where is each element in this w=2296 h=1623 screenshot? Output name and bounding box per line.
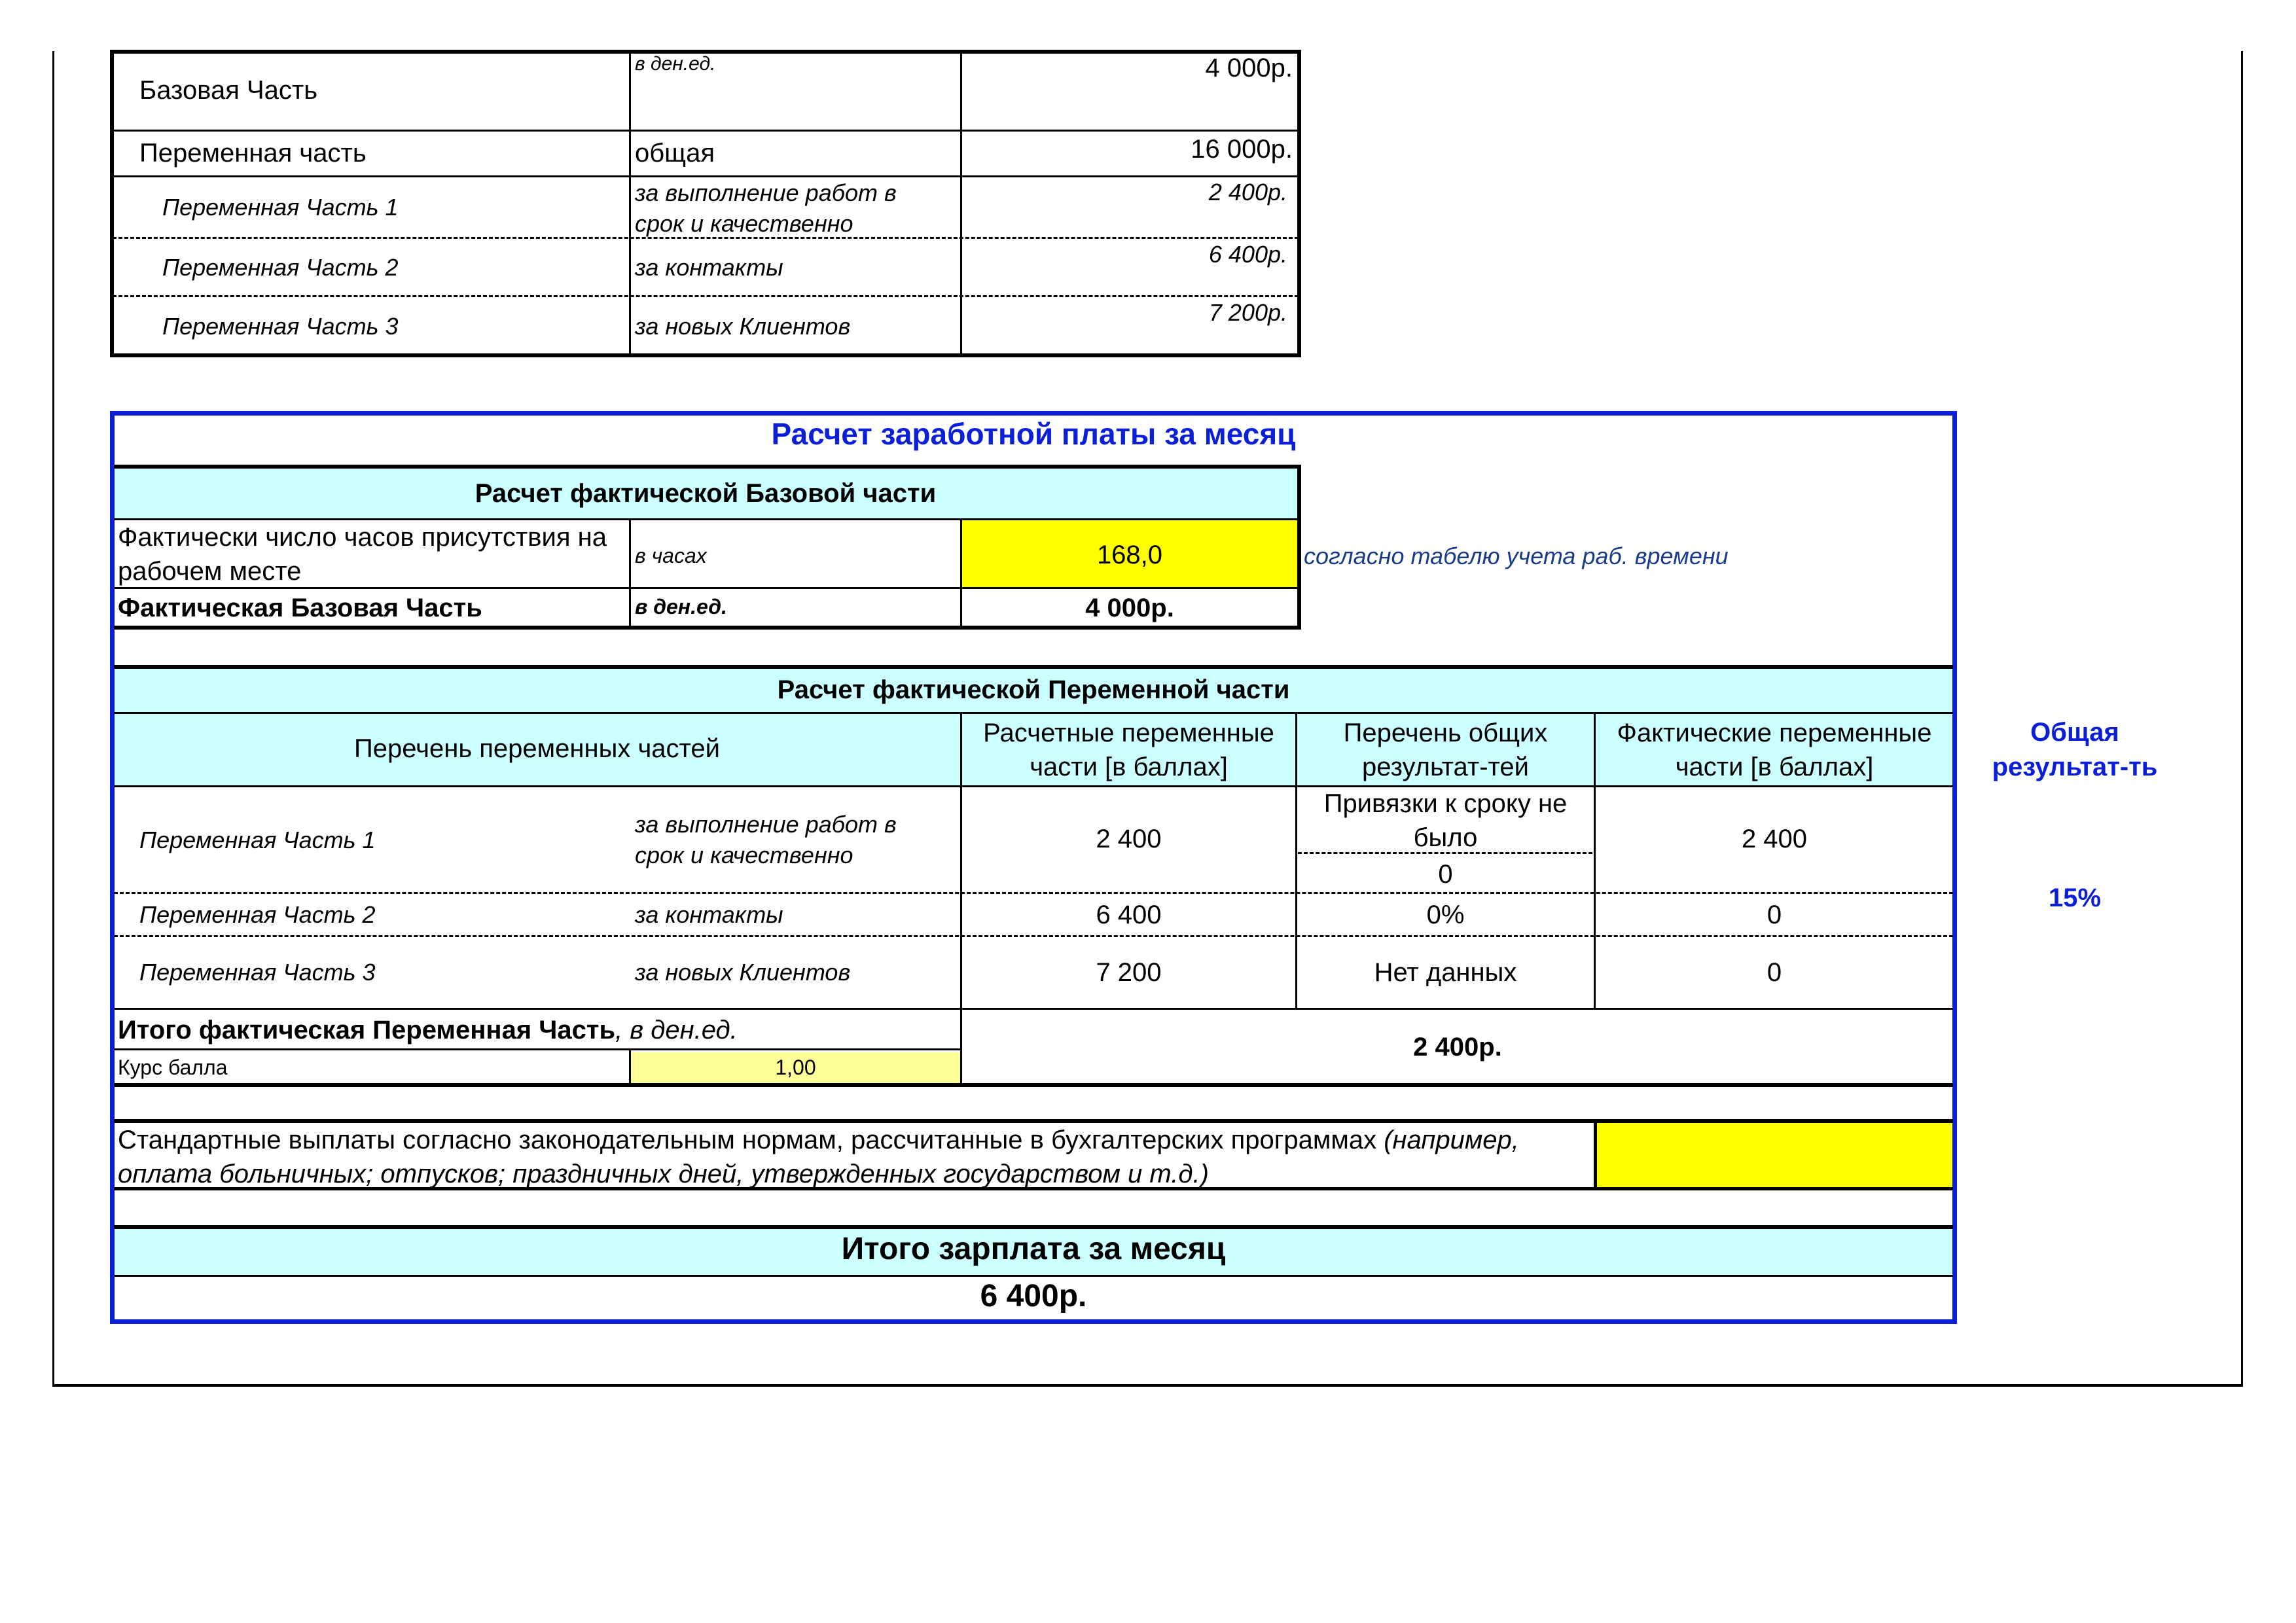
col-calc-header-line2: части [в баллах] xyxy=(1030,753,1228,781)
col-results-header-line2: результат-тей xyxy=(1361,753,1530,781)
hours-label-line2: рабочем месте xyxy=(118,557,302,586)
variable-part-value: 16 000р. xyxy=(1191,135,1293,164)
standard-payments-line1 xyxy=(118,1124,1519,1156)
total-variable-label-bold: Итого фактическая Переменная Часть xyxy=(118,1016,616,1044)
base-calc-header: Расчет фактической Базовой части xyxy=(475,479,937,508)
variable-calc-header: Расчет фактической Переменной части xyxy=(777,675,1290,704)
col-fact-header-line2: части [в баллах] xyxy=(1675,753,1874,781)
base-part-value: 4 000р. xyxy=(1205,54,1293,82)
monthly-total-label: Итого зарплата за месяц xyxy=(841,1232,1226,1266)
monthly-total-value: 6 400р. xyxy=(980,1279,1087,1313)
variable-part-2-label: Переменная Часть 2 xyxy=(162,254,399,281)
col-list-header: Перечень переменных частей xyxy=(353,734,721,763)
total-variable-label-unit: , в ден.ед. xyxy=(615,1016,738,1044)
var-row-1-result-line1: Привязки к сроку не xyxy=(1323,789,1568,818)
var-row-2-calc: 6 400 xyxy=(1096,901,1162,929)
salary-title: Расчет заработной платы за месяц xyxy=(771,417,1296,451)
hours-label-line1: Фактически число часов присутствия на xyxy=(118,523,607,552)
variable-part-1-desc-line1: за выполнение работ в xyxy=(635,179,897,206)
hours-unit: в часах xyxy=(635,544,707,567)
var-row-1-desc-line1: за выполнение работ в xyxy=(635,811,897,838)
var-row-1-desc-line2: срок и качественно xyxy=(635,842,853,868)
variable-part-3-value: 7 200р. xyxy=(1208,299,1287,326)
var-row-1-fact: 2 400 xyxy=(1741,825,1808,853)
var-row-1-name: Переменная Часть 1 xyxy=(139,827,376,853)
page-frame-left xyxy=(52,51,54,1386)
variable-part-2-value: 6 400р. xyxy=(1208,241,1287,268)
var-row-3-calc: 7 200 xyxy=(1096,958,1162,987)
point-rate-input[interactable]: 1,00 xyxy=(775,1056,816,1079)
var-row-3-fact: 0 xyxy=(1767,958,1782,987)
point-rate-label: Курс балла xyxy=(118,1056,228,1079)
overall-result-value: 15% xyxy=(2048,883,2102,912)
standard-payments-text: Стандартные выплаты согласно законодательным нормам, рассчитанные в бухгалтерских программах xyxy=(118,1126,1384,1154)
fact-base-value: 4 000р. xyxy=(1085,594,1174,622)
total-variable-label xyxy=(118,1014,738,1046)
variable-part-3-desc: за новых Клиентов xyxy=(635,313,851,340)
base-part-unit: в ден.ед. xyxy=(635,53,716,75)
var-row-2-desc: за контакты xyxy=(635,901,783,928)
variable-part-label: Переменная часть xyxy=(139,139,367,168)
page-frame-right xyxy=(2241,51,2243,1386)
standard-payments-input[interactable] xyxy=(1597,1123,1953,1187)
hours-value-input[interactable]: 168,0 xyxy=(1096,541,1163,569)
overall-result-label-line2: результат-ть xyxy=(1992,753,2158,781)
variable-part-desc: общая xyxy=(635,139,715,168)
variable-part-3-label: Переменная Часть 3 xyxy=(162,313,399,340)
variable-part-1-desc-line2: срок и качественно xyxy=(635,210,853,237)
overall-result-label-line1: Общая xyxy=(2030,718,2119,747)
var-row-3-desc: за новых Клиентов xyxy=(635,959,851,986)
fact-base-unit: в ден.ед. xyxy=(635,595,727,618)
col-fact-header-line1: Фактические переменные xyxy=(1617,719,1932,747)
var-row-3-result: Нет данных xyxy=(1374,958,1517,987)
col-results-header-line1: Перечень общих xyxy=(1343,719,1548,747)
variable-part-2-desc: за контакты xyxy=(635,254,783,281)
base-part-label: Базовая Часть xyxy=(139,76,318,105)
var-row-3-name: Переменная Часть 3 xyxy=(139,959,376,986)
page-frame-bottom xyxy=(52,1384,2243,1387)
var-row-2-result: 0% xyxy=(1426,901,1465,929)
standard-payments-example-start: (например, xyxy=(1384,1126,1519,1154)
var-row-1-calc: 2 400 xyxy=(1096,825,1162,853)
var-row-1-result-line2: было xyxy=(1413,823,1478,852)
total-variable-value: 2 400р. xyxy=(1413,1033,1502,1061)
variable-part-1-label: Переменная Часть 1 xyxy=(162,194,399,221)
col-calc-header-line1: Расчетные переменные xyxy=(983,719,1274,747)
var-row-1-result-sub: 0 xyxy=(1438,860,1453,889)
hours-note: согласно табелю учета раб. времени xyxy=(1304,543,1729,569)
var-row-2-fact: 0 xyxy=(1767,901,1782,929)
standard-payments-line2: оплата больничных; отпусков; праздничных дней, утвержденных государством и т.д.) xyxy=(118,1160,1209,1188)
fact-base-label: Фактическая Базовая Часть xyxy=(118,594,482,622)
var-row-2-name: Переменная Часть 2 xyxy=(139,901,376,928)
variable-part-1-value: 2 400р. xyxy=(1208,179,1287,205)
